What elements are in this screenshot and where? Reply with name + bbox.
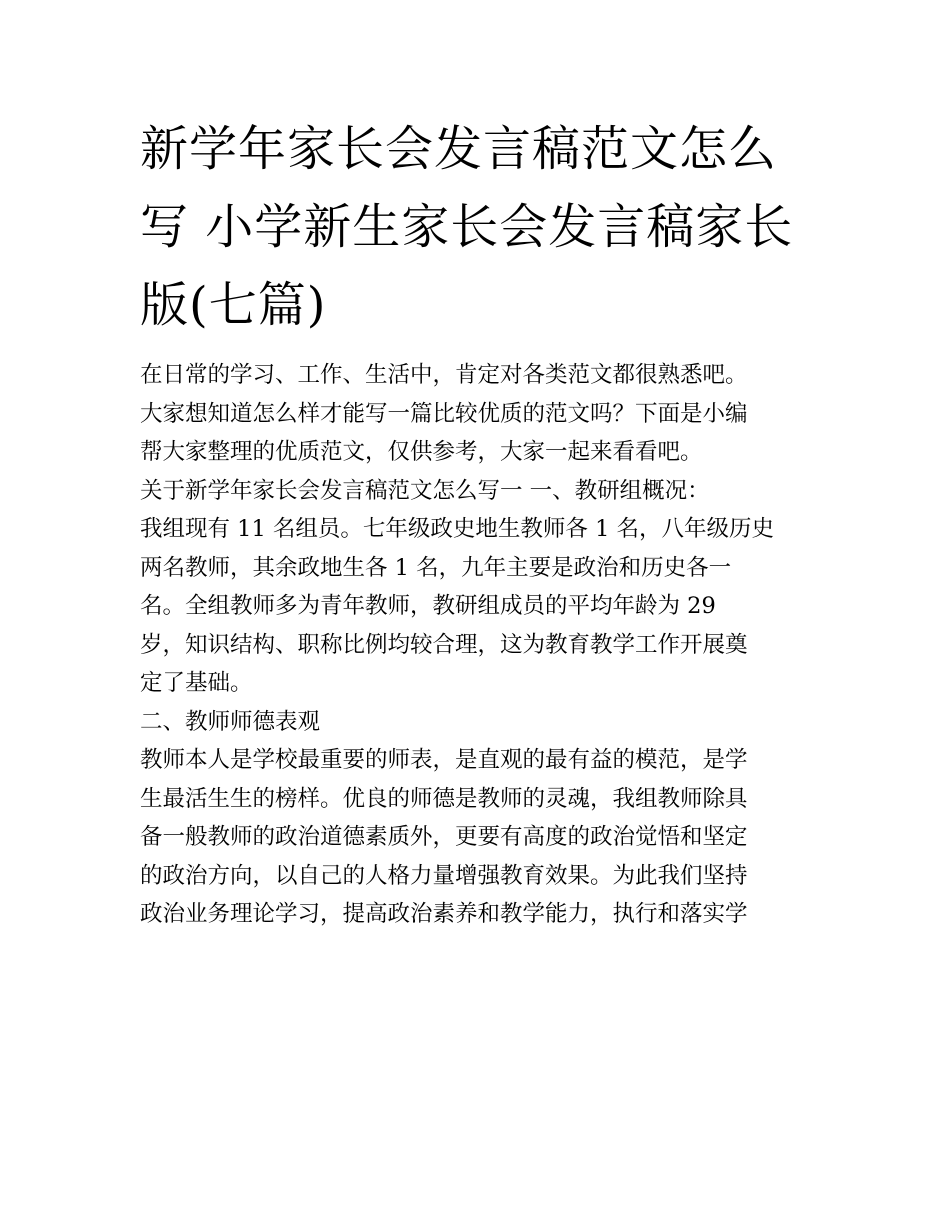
title-line-1: 新学年家长会发言稿范文怎么 [140,121,778,177]
body-line-4: 关于新学年家长会发言稿范文怎么写一 一、教研组概况： [140,477,710,504]
body-line-7: 名。全组教师多为青年教师，教研组成员的平均年龄为 29 [140,593,716,619]
document-title [140,110,820,344]
body-line-8: 岁，知识结构、职称比例均较合理，这为教育教学工作开展奠 [140,631,748,658]
body-line-12: 生最活生生的榜样。优良的师德是教师的灵魂，我组教师除具 [140,785,748,812]
body-line-13: 备一般教师的政治道德素质外，更要有高度的政治觉悟和坚定 [140,824,748,850]
body-line-5: 我组现有 11 名组员。七年级政史地生教师各 1 名，八年级历史 [140,516,775,542]
document-body [140,356,820,934]
body-line-3: 帮大家整理的优质范文，仅供参考，大家一起来看看吧。 [140,439,703,465]
body-line-6: 两名教师，其余政地生各 1 名，九年主要是政治和历史各一 [140,554,732,581]
title-line-3: 版(七篇) [140,277,327,333]
body-line-14: 的政治方向，以自己的人格力量增强教育效果。为此我们坚持 [140,862,748,889]
body-line-11: 教师本人是学校最重要的师表，是直观的最有益的模范，是学 [140,747,748,773]
document-content [140,110,820,934]
body-line-15: 政治业务理论学习，提高政治素养和教学能力，执行和落实学 [140,901,748,927]
body-line-1: 在日常的学习、工作、生活中，肯定对各类范文都很熟悉吧。 [140,362,748,388]
body-line-2: 大家想知道怎么样才能写一篇比较优质的范文吗？下面是小编 [140,400,748,427]
body-line-9: 定了基础。 [140,670,253,696]
section-heading: 二、教师师德表观 [140,708,321,735]
title-line-2: 写 小学新生家长会发言稿家长 [140,199,794,255]
